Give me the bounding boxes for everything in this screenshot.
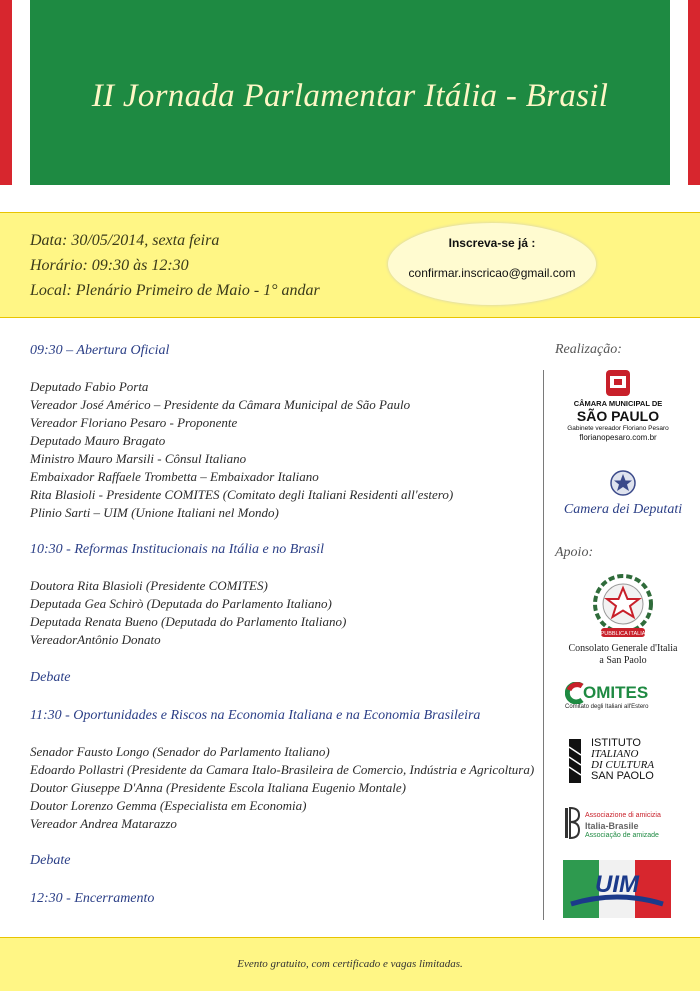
section-heading-reforms: 10:30 - Reformas Institucionais na Itália e no Brasil [30, 542, 324, 557]
speaker-line: Deputado Mauro Bragato [30, 433, 166, 448]
uim-logo [563, 860, 671, 918]
repubblica-emblem-icon [553, 570, 693, 642]
comites-c-icon [565, 682, 585, 704]
camara-line3: Gabinete vereador Floriano Pesaro [567, 425, 669, 432]
istituto-line1: ISTITUTO [591, 737, 641, 749]
page-title: II Jornada Parlamentar Itália - Brasil [91, 78, 609, 114]
event-time: Horário: 09:30 às 12:30 [30, 257, 189, 274]
coat-of-arms-icon [558, 368, 678, 398]
speaker-line: Vereador Andrea Matarazzo [30, 816, 177, 831]
speaker-line: Embaixador Raffaele Trombetta – Embaixador Italiano [30, 469, 319, 484]
signup-title: Inscreva-se já : [448, 236, 536, 250]
comites-logo [563, 680, 683, 716]
istituto-line3: DI CULTURA [591, 759, 655, 771]
camera-deputati-logo [553, 467, 693, 527]
debate-label: Debate [30, 853, 71, 868]
consolato-line2: a San Paolo [599, 655, 647, 666]
istituto-cultura-logo [563, 737, 683, 787]
comites-name: OMITES [583, 683, 649, 702]
associacao-line3: Associação de amizade [585, 832, 659, 839]
speaker-line: Doutor Lorenzo Gemma (Especialista em Economia) [30, 798, 307, 813]
speaker-line: Deputada Renata Bueno (Deputada do Parlamento Italiano) [30, 614, 347, 629]
speaker-line: Vereador Floriano Pesaro - Proponente [30, 415, 238, 430]
closing-label: 12:30 - Encerramento [30, 891, 155, 906]
istituto-figure-icon [563, 737, 587, 785]
camara-line1: CÂMARA MUNICIPAL DE [573, 399, 663, 408]
speaker-line: Senador Fausto Longo (Senador do Parlamento Italiano) [30, 744, 330, 759]
associacao-line1: Associazione di amicizia [585, 812, 661, 819]
apoio-label: Apoio: [555, 545, 594, 560]
associacao-line2: Italia-Brasile [585, 821, 639, 831]
associacao-mark-icon [563, 806, 581, 840]
event-date: Data: 30/05/2014, sexta feira [30, 232, 220, 249]
istituto-line4: SAN PAOLO [591, 770, 654, 782]
realizacao-label: Realização: [555, 342, 622, 357]
uim-flag-icon [563, 860, 671, 918]
uim-text: UIM [595, 871, 639, 898]
consolato-emblem-text: REPUBBLICA ITALIANA [592, 631, 654, 637]
camara-municipal-logo [558, 368, 678, 448]
consolato-logo [553, 570, 693, 670]
istituto-line2: ITALIANO [591, 748, 639, 760]
red-stripe-left [0, 0, 12, 185]
speaker-line: VereadorAntônio Donato [30, 632, 161, 647]
camara-line2: SÃO PAULO [576, 408, 660, 424]
red-stripe-right [688, 0, 700, 185]
section-heading-economy: 11:30 - Oportunidades e Riscos na Economia Italiana e na Economia Brasileira [30, 708, 481, 723]
speaker-line: Doutor Giuseppe D'Anna (Presidente Escola Italiana Eugenio Montale) [30, 780, 406, 795]
speaker-line: Edoardo Pollastri (Presidente da Camara Italo-Brasileira de Comercio, Indústria e Agricoltura) [30, 762, 535, 777]
consolato-line1: Consolato Generale d'Italia [568, 643, 678, 654]
associacao-logo [563, 806, 683, 842]
italian-emblem-icon [553, 467, 693, 499]
speaker-line: Deputada Gea Schirò (Deputada do Parlamento Italiano) [30, 596, 332, 611]
speaker-line: Deputado Fabio Porta [30, 379, 149, 394]
section-heading-opening: 09:30 – Abertura Oficial [30, 343, 170, 358]
speaker-line: Rita Blasioli - Presidente COMITES (Comitato degli Italiani Residenti all'estero) [30, 487, 454, 502]
speaker-line: Doutora Rita Blasioli (Presidente COMITES) [30, 578, 268, 593]
speaker-line: Ministro Mauro Marsili - Cônsul Italiano [30, 451, 247, 466]
debate-label: Debate [30, 670, 71, 685]
signup-email-link[interactable]: confirmar.inscricao@gmail.com [408, 266, 576, 280]
sidebar-divider [543, 370, 544, 920]
camara-line4: florianopesaro.com.br [579, 433, 657, 442]
camera-deputati-text: Camera dei Deputati [563, 502, 683, 517]
speaker-line: Plinio Sarti – UIM (Unione Italiani nel Mondo) [30, 505, 279, 520]
event-location: Local: Plenário Primeiro de Maio - 1° andar [30, 282, 320, 299]
speaker-line: Vereador José Américo – Presidente da Câmara Municipal de São Paulo [30, 397, 411, 412]
footer-note: Evento gratuito, com certificado e vagas limitadas. [237, 958, 463, 970]
comites-sub: Comitato degli Italiani all'Estero [565, 704, 649, 710]
